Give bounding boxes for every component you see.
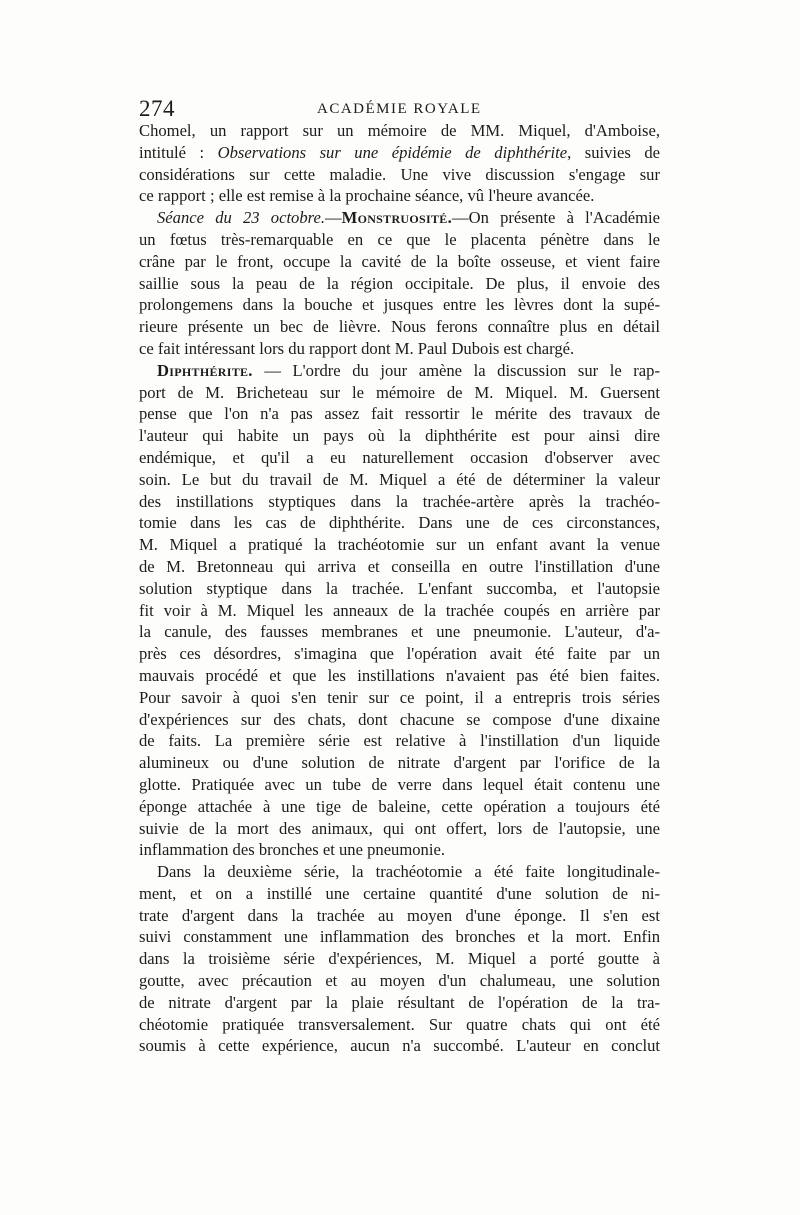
text-line: [139, 512, 660, 534]
text-run: ce rapport ; elle est remise à la prochaine séance, vû l'heure avancée.: [139, 186, 595, 206]
text-line: [139, 229, 660, 251]
text-line: [139, 839, 660, 861]
running-head-title: ACADÉMIE ROYALE: [317, 101, 482, 117]
text-line: [139, 709, 660, 731]
text-line: [139, 926, 660, 948]
text-run: Chomel, un rapport sur un mémoire de MM. Miquel, d'Amboise,: [139, 121, 660, 140]
text-run: mauvais procédé et que les instillations n'avaient pas été bien faites.: [139, 665, 660, 685]
text-line: [139, 970, 660, 992]
text-line: [139, 273, 660, 295]
text-line: [139, 687, 660, 709]
text-run: tomie dans les cas de diphthérite. Dans une de ces circonstances,: [139, 513, 660, 533]
text-line: [139, 425, 660, 447]
text-line: [139, 883, 660, 905]
text-line: [139, 316, 660, 338]
text-run: soumis à cette expérience, aucun n'a succombé. L'auteur en conclut: [139, 1036, 660, 1056]
page-number: 274: [139, 96, 175, 121]
text-run: de nitrate d'argent par la plaie résultant de l'opération de la tra-: [139, 992, 660, 1012]
text-line: [139, 469, 660, 491]
text-run: saillie sous la peau de la région occipitale. De plus, il envoie des: [139, 273, 660, 293]
text-line: [139, 905, 660, 927]
italic-text: Observations sur une épidémie de diphthérite: [217, 142, 568, 162]
text-line: [139, 556, 660, 578]
text-line: [139, 382, 660, 404]
text-line: [139, 534, 660, 556]
text-line: [139, 643, 660, 665]
text-run: près ces désordres, s'imagina que l'opération avait été faite par un: [139, 644, 660, 664]
text-line: [139, 578, 660, 600]
text-run: inflammation des bronches et une pneumonie.: [139, 840, 445, 860]
text-line: [139, 294, 660, 316]
text-line: [139, 948, 660, 970]
text-run: intitulé :: [139, 142, 218, 162]
text-line: [139, 600, 660, 622]
text-line: [139, 752, 660, 774]
text-run: éponge attachée à une tige de baleine, cette opération a toujours été: [139, 796, 660, 816]
italic-text: Séance du 23 octobre.: [157, 208, 326, 228]
text-line: [139, 774, 660, 796]
text-run: —: [325, 208, 342, 228]
text-run: soin. Le but du travail de M. Miquel a été de déterminer la valeur: [139, 469, 660, 489]
text-line: [139, 861, 660, 883]
text-line: [139, 360, 660, 382]
text-run: M. Miquel a pratiqué la trachéotomie sur un enfant avant la venue: [139, 535, 660, 555]
text-run: ce fait intéressant lors du rapport dont M. Paul Dubois est chargé.: [139, 338, 575, 358]
text-line: [139, 796, 660, 818]
text-run: Dans la deuxième série, la trachéotomie a été faite longitudinale-: [157, 862, 660, 882]
text-line: [139, 1014, 660, 1036]
text-run: —On présente à l'Académie: [452, 208, 661, 228]
text-run: dans la troisième série d'expériences, M. Miquel a porté goutte à: [139, 949, 660, 969]
text-run: considérations sur cette maladie. Une vive discussion s'engage sur: [139, 164, 660, 184]
text-run: port de M. Bricheteau sur le mémoire de M. Miquel. M. Guersent: [139, 382, 660, 402]
text-run: de M. Bretonneau qui arriva et conseilla en outre l'instillation d'une: [139, 556, 660, 576]
text-run: solution styptique dans la trachée. L'enfant succomba, et l'autopsie: [139, 578, 660, 598]
text-run: — L'ordre du jour amène la discussion sur le rap-: [252, 360, 660, 380]
text-run: Pour savoir à quoi s'en tenir sur ce point, il a entrepris trois séries: [139, 687, 660, 707]
text-run: la canule, des fausses membranes et une pneumonie. L'auteur, d'a-: [139, 622, 660, 642]
section-heading: Monstruosité.: [341, 208, 453, 228]
text-run: goutte, avec précaution et au moyen d'un chalumeau, une solution: [139, 971, 660, 991]
text-run: alumineux ou d'une solution de nitrate d'argent par l'orifice de la: [139, 753, 660, 773]
text-run: , suivies de: [567, 142, 660, 162]
text-line: [139, 447, 660, 469]
text-run: glotte. Pratiquée avec un tube de verre dans lequel était contenu une: [139, 774, 660, 794]
text-run: suivie de la mort des animaux, qui ont offert, lors de l'autopsie, une: [139, 818, 660, 838]
body-text: [139, 120, 660, 1057]
text-run: d'expériences sur des chats, dont chacune se compose d'une dixaine: [139, 709, 660, 729]
text-line: [139, 1035, 660, 1057]
text-run: suivi constamment une inflammation des bronches et la mort. Enfin: [139, 927, 660, 947]
text-run: trate d'argent dans la trachée au moyen d'une éponge. Il s'en est: [139, 905, 660, 925]
text-run: crâne par le front, occupe la cavité de la boîte osseuse, et vient faire: [139, 251, 660, 271]
section-heading: Diphthérite.: [157, 360, 253, 380]
text-run: ment, et on a instillé une certaine quantité d'une solution de ni-: [139, 883, 660, 903]
text-run: des instillations styptiques dans la trachée-artère après la trachéo-: [139, 491, 660, 511]
text-line: [139, 164, 660, 186]
text-line: [139, 338, 660, 360]
text-line: [139, 251, 660, 273]
text-line: [139, 120, 660, 142]
text-line: [139, 491, 660, 513]
text-run: prolongemens dans la bouche et jusques entre les lèvres dont la supé-: [139, 295, 660, 315]
text-run: l'auteur qui habite un pays où la diphthérite est pour ainsi dire: [139, 426, 660, 446]
text-run: chéotomie pratiquée transversalement. Sur quatre chats qui ont été: [139, 1014, 660, 1034]
text-line: [139, 621, 660, 643]
text-run: un fœtus très-remarquable en ce que le placenta pénètre dans le: [139, 229, 660, 249]
text-run: pense que l'on n'a pas assez fait ressortir le mérite des travaux de: [139, 404, 660, 424]
text-line: [139, 185, 660, 207]
text-line: [139, 665, 660, 687]
text-line: [139, 403, 660, 425]
text-run: endémique, et qu'il a eu naturellement occasion d'observer avec: [139, 447, 660, 467]
text-line: [139, 818, 660, 840]
text-line: [139, 730, 660, 752]
text-line: [139, 207, 660, 229]
text-run: fit voir à M. Miquel les anneaux de la trachée coupés en arrière par: [139, 600, 660, 620]
text-run: rieure présente un bec de lièvre. Nous ferons connaître plus en détail: [139, 317, 660, 337]
text-line: [139, 992, 660, 1014]
text-run: de faits. La première série est relative à l'instillation d'un liquide: [139, 731, 660, 751]
text-line: [139, 142, 660, 164]
